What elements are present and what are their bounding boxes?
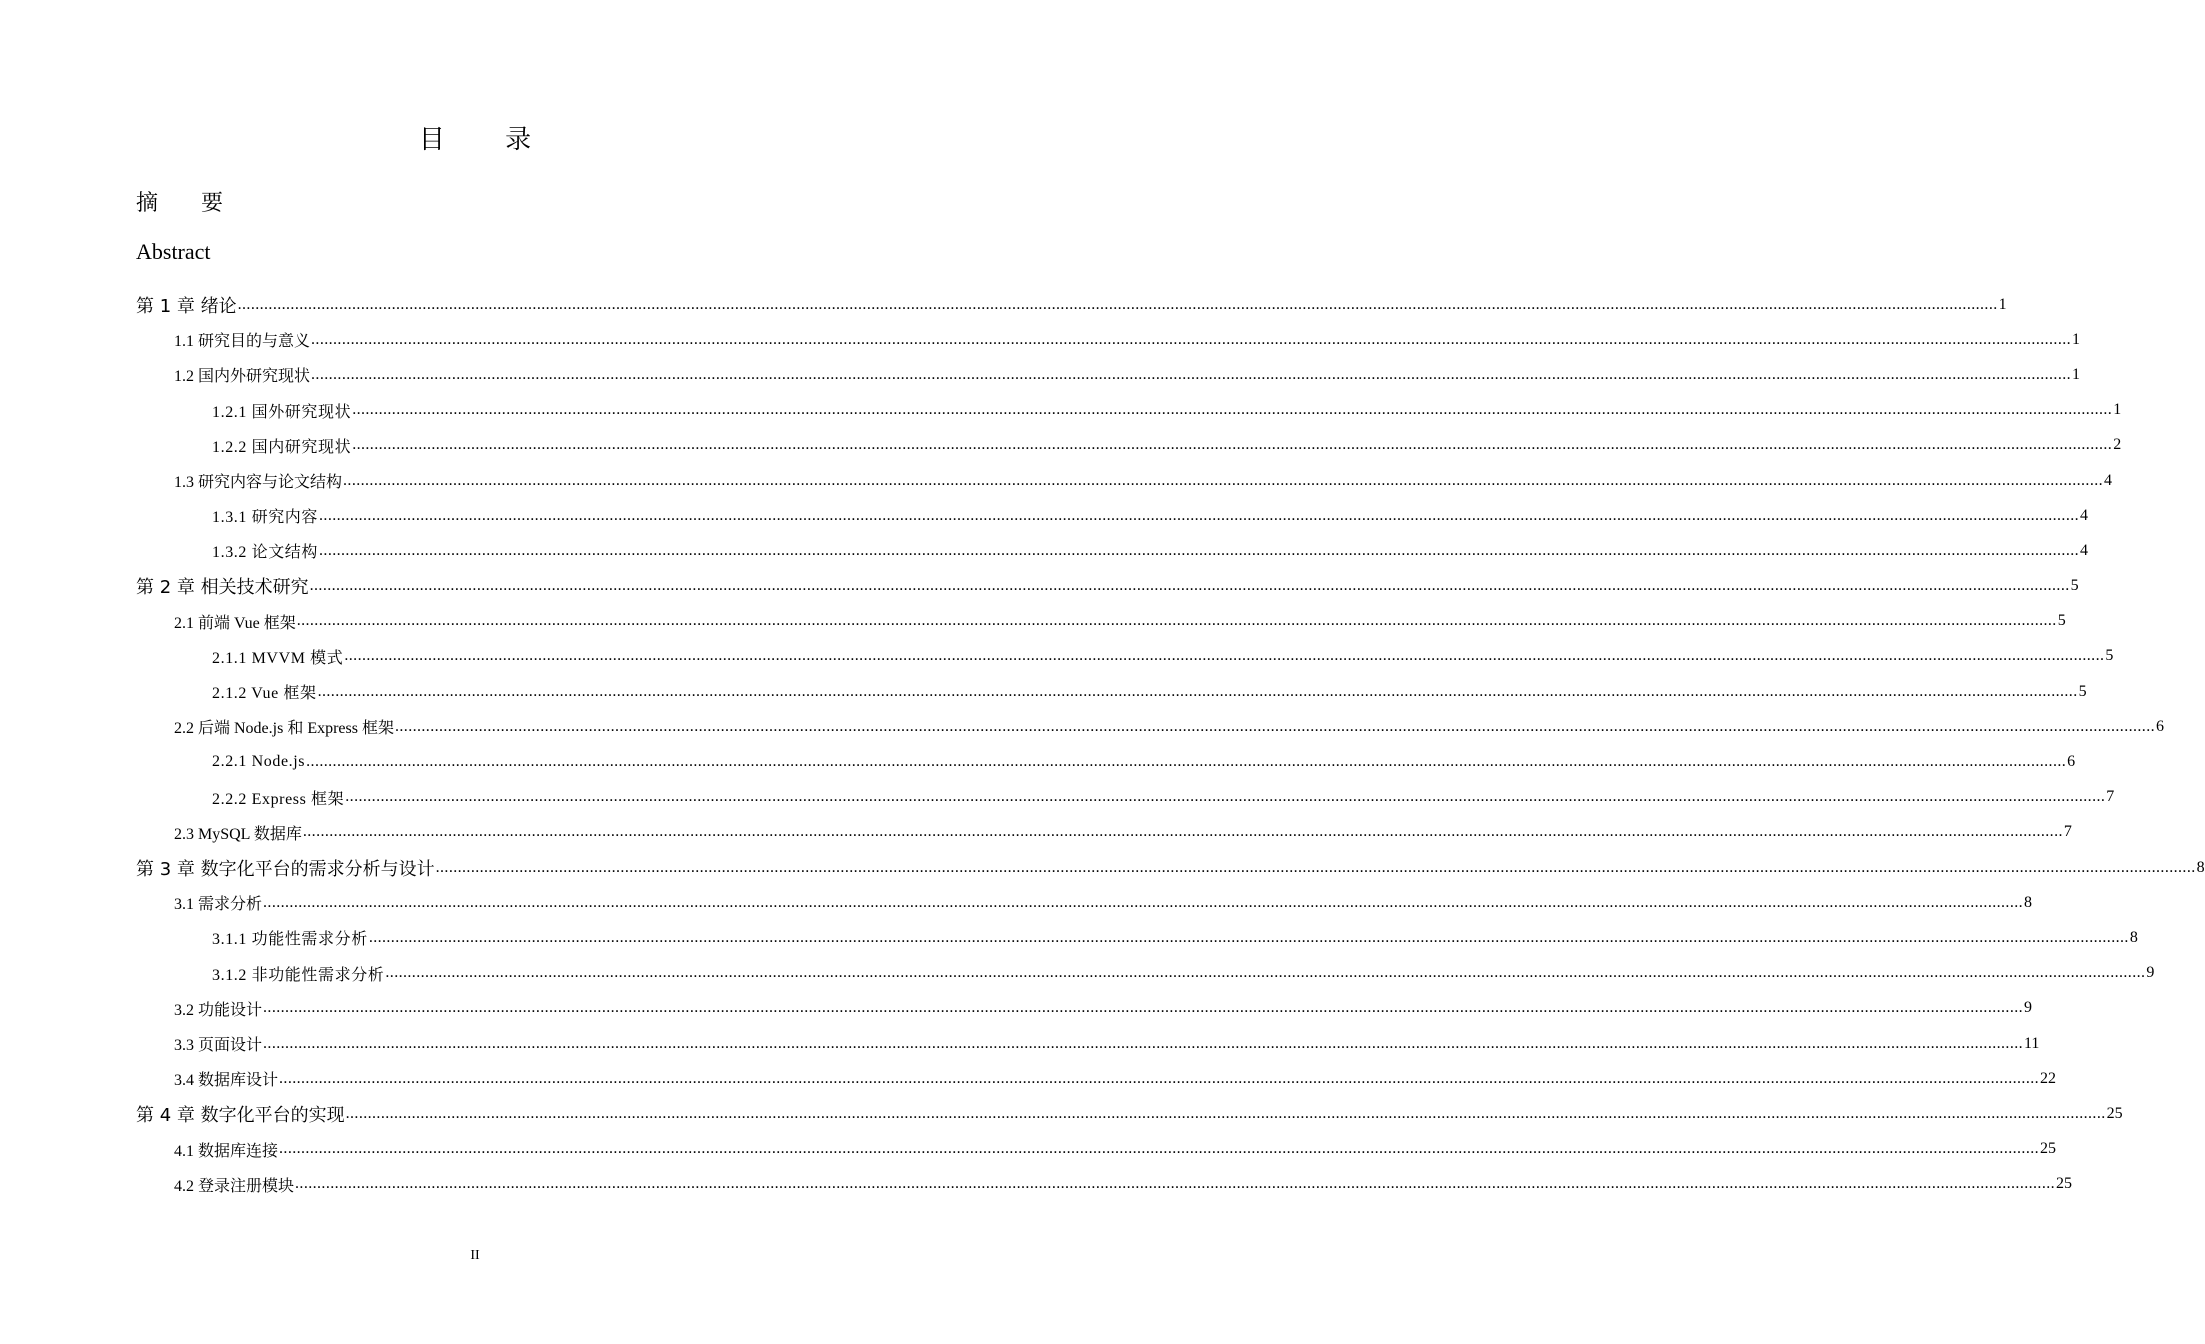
toc-entry-page: 7 [2106, 788, 2115, 806]
toc-entry-page: 4 [2104, 471, 2113, 489]
toc-entry-label: 1.1 研究目的与意义 [174, 333, 311, 351]
page-number: II [470, 1248, 480, 1263]
toc-entry-page: 8 [2024, 893, 2033, 911]
toc-entry[interactable] [0, 393, 2122, 428]
toc-entry-label: 3.3 页面设计 [174, 1037, 263, 1055]
toc-entry-label: 1.3 研究内容与论文结构 [174, 474, 343, 492]
dot-leader: ................................................................................................................................................................................................................................................................................................................................................................................................................ [309, 577, 2070, 595]
toc-entry-page: 7 [2063, 823, 2072, 841]
dot-leader: ................................................................................................................................................................................................................................................................................................................................................................................................................ [343, 471, 2104, 489]
dot-leader: ................................................................................................................................................................................................................................................................................................................................................................................................................ [319, 541, 2080, 559]
toc-entry-label: 4.2 登录注册模块 [174, 1177, 295, 1195]
toc-entry[interactable] [0, 920, 2138, 955]
toc-entry-page: 1 [2072, 330, 2081, 348]
toc-entry[interactable] [0, 1132, 2057, 1167]
toc-entry[interactable] [0, 1026, 2040, 1061]
toc-entry-page: 9 [2146, 964, 2155, 982]
toc-entry[interactable] [0, 850, 2205, 885]
dot-leader: ................................................................................................................................................................................................................................................................................................................................................................................................................ [279, 1140, 2040, 1158]
toc-entry-label: 2.1.1 MVVM 模式 [212, 649, 344, 667]
toc-entry-label: 4.1 数据库连接 [174, 1142, 279, 1160]
toc-entry[interactable] [0, 463, 2113, 498]
dot-leader: ................................................................................................................................................................................................................................................................................................................................................................................................................ [279, 1069, 2040, 1087]
dot-leader: ................................................................................................................................................................................................................................................................................................................................................................................................................ [345, 1104, 2106, 1122]
toc-entry-label: 第 3 章 数字化平台的需求分析与设计 [136, 858, 435, 880]
toc-entry-page: 8 [2129, 928, 2138, 946]
dot-leader: ................................................................................................................................................................................................................................................................................................................................................................................................................ [296, 612, 2057, 630]
toc-entry-page: 6 [2067, 753, 2076, 771]
toc-entry-page: 8 [2196, 858, 2205, 876]
toc-entry[interactable] [0, 357, 2081, 392]
dot-leader: ................................................................................................................................................................................................................................................................................................................................................................................................................ [385, 964, 2146, 982]
toc-entry[interactable] [0, 287, 2007, 322]
toc-entry-page: 1 [2072, 365, 2081, 383]
toc-entry-label: 3.2 功能设计 [174, 1001, 263, 1019]
toc-entry[interactable] [0, 569, 2079, 604]
dot-leader: ................................................................................................................................................................................................................................................................................................................................................................................................................ [395, 717, 2155, 735]
dot-leader: ................................................................................................................................................................................................................................................................................................................................................................................................................ [435, 858, 2196, 876]
toc-entry-page: 2 [2113, 436, 2122, 454]
toc-entry-page: 4 [2080, 506, 2089, 524]
toc-entry[interactable] [0, 639, 2114, 674]
dot-leader: ................................................................................................................................................................................................................................................................................................................................................................................................................ [263, 1034, 2024, 1052]
toc-entry[interactable] [0, 1061, 2057, 1096]
toc-entry-page: 5 [2057, 612, 2066, 630]
dot-leader: ................................................................................................................................................................................................................................................................................................................................................................................................................ [263, 999, 2024, 1017]
toc-entry-label: 3.1.1 功能性需求分析 [212, 931, 368, 949]
toc-entry-page: 1 [1998, 295, 2007, 313]
toc-abstract-zh[interactable]: 摘 要 [136, 191, 241, 216]
toc-abstract-en[interactable]: Abstract [136, 239, 211, 264]
dot-leader: ................................................................................................................................................................................................................................................................................................................................................................................................................ [263, 893, 2024, 911]
dot-leader: ................................................................................................................................................................................................................................................................................................................................................................................................................ [311, 365, 2072, 383]
toc-entry-page: 9 [2024, 999, 2033, 1017]
toc-entry[interactable] [0, 322, 2081, 357]
toc-entry-label: 1.2 国内外研究现状 [174, 368, 311, 386]
toc-entry[interactable] [0, 885, 2033, 920]
toc-entry[interactable] [0, 533, 2089, 568]
toc-entry-label: 第 1 章 绪论 [136, 295, 237, 317]
toc-entry-page: 6 [2156, 717, 2164, 735]
dot-leader: ................................................................................................................................................................................................................................................................................................................................................................................................................ [311, 330, 2072, 348]
dot-leader: ................................................................................................................................................................................................................................................................................................................................................................................................................ [352, 401, 2113, 419]
toc-entry-label: 1.2.2 国内研究现状 [212, 438, 352, 456]
toc-entry[interactable] [0, 674, 2087, 709]
dot-leader: ................................................................................................................................................................................................................................................................................................................................................................................................................ [295, 1175, 2056, 1193]
toc-entry-label: 第 4 章 数字化平台的实现 [136, 1104, 345, 1126]
toc-entry-label: 1.3.2 论文结构 [212, 544, 319, 562]
toc-entry-label: 1.2.1 国外研究现状 [212, 403, 352, 421]
dot-leader: ................................................................................................................................................................................................................................................................................................................................................................................................................ [352, 436, 2113, 454]
toc-entry-label: 2.2.2 Express 框架 [212, 790, 345, 808]
toc-entry[interactable] [0, 815, 2072, 850]
toc-entry[interactable] [0, 709, 2164, 744]
toc-entry-page: 5 [2078, 682, 2087, 700]
toc-entry-label: 2.1.2 Vue 框架 [212, 685, 317, 703]
toc-entry[interactable] [0, 1167, 2073, 1202]
table-of-contents [0, 287, 2205, 1202]
toc-entry-page: 25 [2106, 1104, 2123, 1122]
toc-entry[interactable] [0, 428, 2122, 463]
toc-entry-label: 3.1.2 非功能性需求分析 [212, 966, 385, 984]
toc-entry-page: 25 [2056, 1175, 2073, 1193]
toc-entry-page: 22 [2040, 1069, 2057, 1087]
toc-entry[interactable] [0, 744, 2076, 779]
dot-leader: ................................................................................................................................................................................................................................................................................................................................................................................................................ [368, 928, 2129, 946]
toc-entry-page: 5 [2105, 647, 2114, 665]
toc-entry-page: 4 [2080, 541, 2089, 559]
toc-entry[interactable] [0, 604, 2066, 639]
toc-entry-label: 2.1 前端 Vue 框架 [174, 614, 296, 632]
dot-leader: ................................................................................................................................................................................................................................................................................................................................................................................................................ [319, 506, 2080, 524]
toc-entry-label: 3.1 需求分析 [174, 896, 263, 914]
toc-entry-label: 2.2.1 Node.js [212, 753, 306, 771]
toc-entry-page: 5 [2070, 577, 2079, 595]
toc-entry[interactable] [0, 780, 2115, 815]
dot-leader: ................................................................................................................................................................................................................................................................................................................................................................................................................ [302, 823, 2063, 841]
toc-entry-page: 11 [2024, 1034, 2040, 1052]
dot-leader: ................................................................................................................................................................................................................................................................................................................................................................................................................ [237, 295, 1998, 313]
toc-entry[interactable] [0, 991, 2033, 1026]
toc-entry-label: 第 2 章 相关技术研究 [136, 577, 309, 599]
toc-entry[interactable] [0, 956, 2155, 991]
toc-entry-label: 2.3 MySQL 数据库 [174, 825, 302, 843]
page-title: 目 录 [418, 125, 558, 155]
dot-leader: ................................................................................................................................................................................................................................................................................................................................................................................................................ [345, 788, 2106, 806]
dot-leader: ................................................................................................................................................................................................................................................................................................................................................................................................................ [317, 682, 2078, 700]
dot-leader: ................................................................................................................................................................................................................................................................................................................................................................................................................ [344, 647, 2105, 665]
toc-entry[interactable] [0, 498, 2089, 533]
toc-entry-page: 25 [2040, 1140, 2057, 1158]
toc-entry-page: 1 [2113, 401, 2122, 419]
toc-entry-label: 1.3.1 研究内容 [212, 509, 319, 527]
toc-entry-label: 3.4 数据库设计 [174, 1072, 279, 1090]
dot-leader: ................................................................................................................................................................................................................................................................................................................................................................................................................ [306, 753, 2067, 771]
toc-entry-label: 2.2 后端 Node.js 和 Express 框架 [174, 720, 394, 738]
toc-entry[interactable] [0, 1096, 2123, 1131]
